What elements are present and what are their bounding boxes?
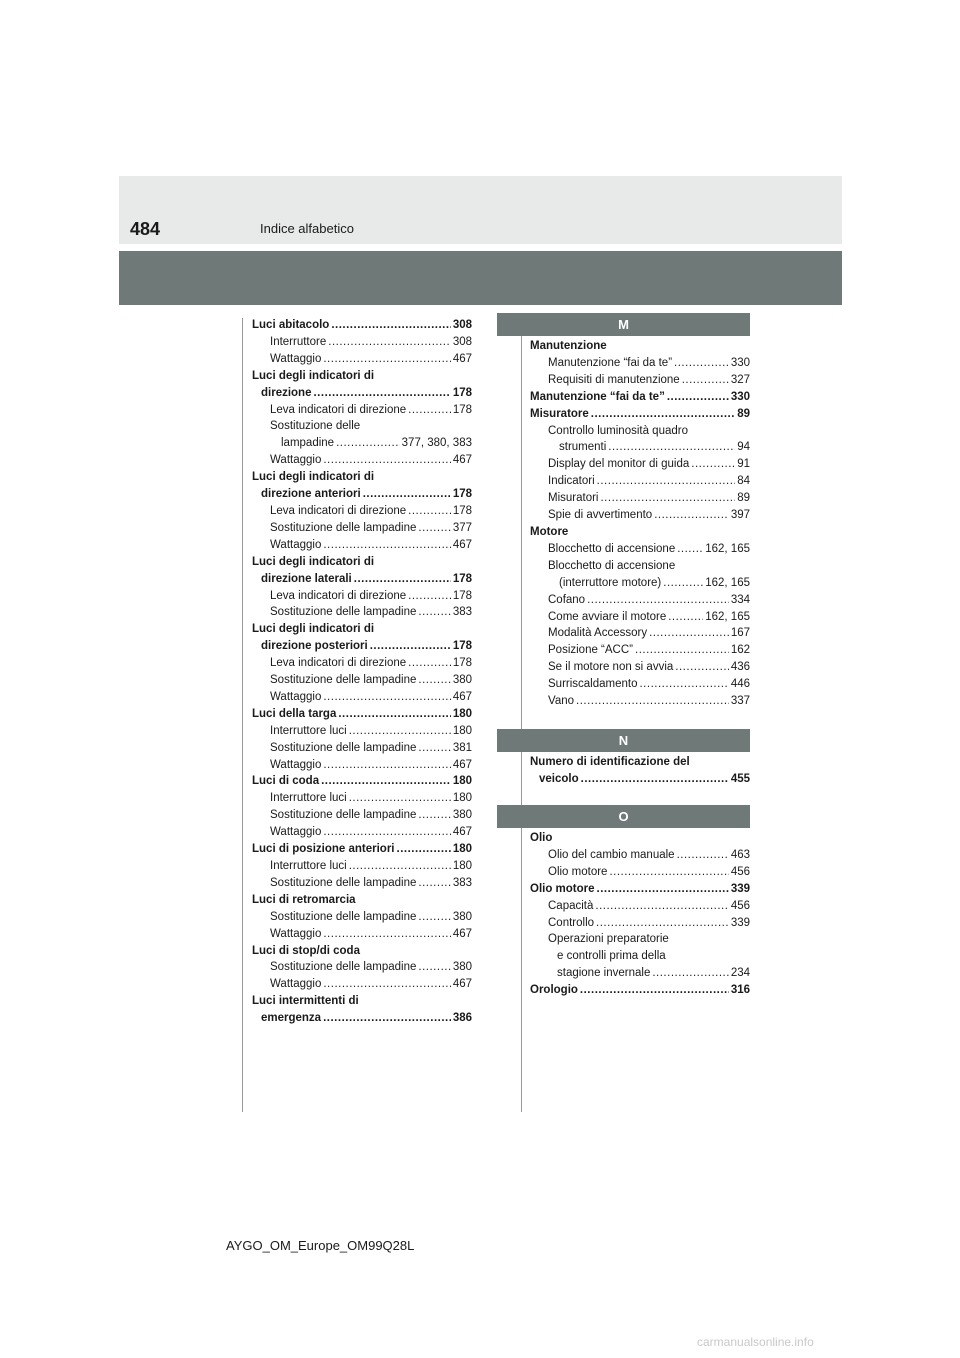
- index-entry-text: emergenza: [261, 1012, 322, 1025]
- index-entry: [252, 993, 472, 1010]
- index-entry-text: Wattaggio: [270, 454, 322, 467]
- index-entry-text: Cofano: [548, 593, 586, 606]
- index-entry-page: 330: [730, 356, 750, 369]
- index-entry-page: 377, 380, 383: [401, 437, 472, 450]
- index-entry-page: 467: [452, 454, 472, 467]
- index-entry-text: Spie di avvertimento: [548, 509, 653, 522]
- letter-heading-n: N: [497, 729, 750, 752]
- index-entry-page: 467: [452, 690, 472, 703]
- index-entry-text: Posizione “ACC”: [548, 644, 633, 657]
- index-entry: [252, 385, 472, 402]
- index-entry: [252, 317, 472, 334]
- index-entry-page: 178: [452, 488, 472, 501]
- index-entry-text: Se il motore non si avvia: [548, 661, 674, 674]
- index-entry: [530, 898, 750, 915]
- index-entry: [252, 959, 472, 976]
- index-entry-page: 383: [452, 606, 472, 619]
- index-entry: [252, 773, 472, 790]
- dot-leader: [677, 847, 729, 864]
- index-entry-page: 467: [452, 927, 472, 940]
- index-entry-page: 162, 165: [705, 576, 750, 589]
- section-title: Indice alfabetico: [260, 221, 354, 236]
- index-entry: [530, 642, 750, 659]
- index-entry-text: Sostituzione delle lampadine: [270, 809, 417, 822]
- dot-leader: [336, 435, 400, 452]
- dot-leader: [418, 875, 450, 892]
- index-entry-page: 327: [730, 373, 750, 386]
- index-entry-page: 178: [452, 657, 472, 670]
- index-entry: [252, 435, 472, 452]
- index-entry-text: Luci degli indicatori di: [252, 555, 375, 568]
- index-entry: [252, 824, 472, 841]
- index-entry-text: Sostituzione delle lampadine: [270, 606, 417, 619]
- index-entry: [252, 689, 472, 706]
- dot-leader: [581, 771, 729, 788]
- index-entry: [252, 706, 472, 723]
- index-entry-text: direzione: [261, 386, 312, 399]
- header-dark-band: [119, 251, 842, 305]
- dot-leader: [418, 672, 450, 689]
- dot-leader: [597, 473, 736, 490]
- index-entry-text: Wattaggio: [270, 690, 322, 703]
- index-entry: [530, 931, 750, 948]
- dot-leader: [600, 490, 735, 507]
- index-entry-text: Wattaggio: [270, 352, 322, 365]
- index-entry-text: stagione invernale: [557, 967, 651, 980]
- index-section-o: [530, 830, 750, 999]
- dot-leader: [674, 355, 729, 372]
- index-entry: [252, 588, 472, 605]
- dot-leader: [418, 909, 450, 926]
- index-entry-text: Olio motore: [548, 865, 608, 878]
- index-entry: [530, 524, 750, 541]
- index-entry-text: Interruttore luci: [270, 792, 347, 805]
- index-entry-page: 178: [452, 572, 472, 585]
- dot-leader: [323, 926, 450, 943]
- index-entry-text: Interruttore luci: [270, 860, 347, 872]
- index-entry: [252, 402, 472, 419]
- index-entry-text: Sostituzione delle lampadine: [270, 521, 417, 534]
- dot-leader: [349, 858, 451, 875]
- dot-leader: [418, 740, 450, 757]
- index-entry-text: Olio: [530, 832, 553, 844]
- index-entry: [530, 881, 750, 898]
- index-entry-text: Luci degli indicatori di: [252, 369, 375, 382]
- dot-leader: [331, 317, 450, 334]
- index-entry: [252, 943, 472, 960]
- dot-leader: [338, 706, 450, 723]
- index-entry-text: direzione anteriori: [261, 488, 361, 501]
- dot-leader: [323, 537, 450, 554]
- dot-leader: [667, 389, 729, 406]
- header-band: [119, 176, 842, 244]
- index-entry-text: Luci della targa: [252, 707, 337, 720]
- index-entry-page: 463: [730, 848, 750, 861]
- index-entry: [530, 965, 750, 982]
- watermark: carmanualsonline.info: [697, 1335, 814, 1349]
- index-entry-text: Display del monitor di guida: [548, 458, 690, 471]
- index-entry: [530, 625, 750, 642]
- page-number: 484: [130, 219, 161, 239]
- index-entry: [252, 757, 472, 774]
- dot-leader: [323, 1010, 451, 1027]
- index-entry-text: Luci intermittenti di: [252, 995, 359, 1008]
- index-entry-text: Misuratori: [548, 492, 599, 505]
- dot-leader: [609, 864, 728, 881]
- dot-leader: [349, 790, 451, 807]
- dot-leader: [691, 456, 735, 473]
- index-entry-text: Leva indicatori di direzione: [270, 589, 407, 602]
- index-entry-page: 467: [452, 826, 472, 839]
- index-entry-text: Manutenzione “fai da te”: [548, 356, 673, 369]
- index-entry-page: 89: [737, 407, 750, 420]
- index-entry-text: Leva indicatori di direzione: [270, 403, 407, 416]
- index-entry-text: veicolo: [539, 772, 579, 785]
- index-entry: [530, 490, 750, 507]
- dot-leader: [363, 486, 451, 503]
- index-entry: [252, 486, 472, 503]
- dot-leader: [397, 841, 451, 858]
- index-entry-page: 84: [737, 475, 750, 488]
- index-entry: [252, 571, 472, 588]
- index-entry: [530, 847, 750, 864]
- index-entry-text: Luci di posizione anteriori: [252, 843, 395, 856]
- index-entry-page: 162, 165: [705, 610, 750, 623]
- dot-leader: [682, 372, 729, 389]
- index-entry-text: Blocchetto di accensione: [548, 542, 676, 555]
- index-entry-text: Wattaggio: [270, 538, 322, 551]
- dot-leader: [349, 723, 451, 740]
- dot-leader: [635, 642, 729, 659]
- index-entry-text: Leva indicatori di direzione: [270, 657, 407, 670]
- index-entry-text: Manutenzione “fai da te”: [530, 390, 665, 403]
- index-entry: [252, 740, 472, 757]
- index-entry: [252, 672, 472, 689]
- dot-leader: [323, 976, 450, 993]
- dot-leader: [321, 773, 451, 790]
- document-code: AYGO_OM_Europe_OM99Q28L: [226, 1238, 415, 1253]
- index-entry: [252, 790, 472, 807]
- index-entry-page: 330: [730, 390, 750, 403]
- index-entry-page: 337: [730, 695, 750, 708]
- dot-leader: [654, 507, 729, 524]
- index-entry-page: 178: [452, 589, 472, 602]
- index-entry-text: Operazioni preparatorie: [548, 933, 669, 946]
- index-entry-page: 180: [452, 775, 472, 788]
- index-entry-page: 380: [452, 809, 472, 822]
- dot-leader: [323, 824, 450, 841]
- index-entry-text: Wattaggio: [270, 758, 322, 771]
- index-entry: [530, 355, 750, 372]
- index-entry-page: 467: [452, 758, 472, 771]
- dot-leader: [595, 898, 728, 915]
- index-entry-page: 334: [730, 593, 750, 606]
- column-divider-right: [521, 318, 522, 1112]
- index-entry-page: 380: [452, 910, 472, 923]
- index-entry-text: strumenti: [559, 441, 607, 454]
- index-entry: [252, 368, 472, 385]
- dot-leader: [608, 439, 735, 456]
- index-entry-page: 180: [452, 860, 472, 872]
- index-entry-text: Luci abitacolo: [252, 319, 330, 331]
- index-entry: [252, 554, 472, 571]
- dot-leader: [418, 604, 450, 621]
- index-entry-text: Indicatori: [548, 475, 595, 488]
- index-entry-page: 467: [452, 352, 472, 365]
- index-entry-text: Leva indicatori di direzione: [270, 504, 407, 517]
- index-entry: [530, 676, 750, 693]
- index-entry: [530, 659, 750, 676]
- index-entry-page: 180: [452, 724, 472, 737]
- index-entry: [252, 858, 472, 875]
- index-entry: [530, 771, 750, 788]
- index-entry-page: 178: [452, 640, 472, 653]
- index-entry-page: 180: [452, 792, 472, 805]
- index-entry: [252, 638, 472, 655]
- index-entry-text: Vano: [548, 695, 575, 708]
- letter-heading-o: O: [497, 805, 750, 828]
- dot-leader: [652, 965, 728, 982]
- index-entry: [252, 926, 472, 943]
- index-entry: [530, 864, 750, 881]
- dot-leader: [663, 575, 703, 592]
- index-entry: [252, 520, 472, 537]
- index-entry-page: 467: [452, 538, 472, 551]
- letter-heading-m: M: [497, 313, 750, 336]
- index-entry-page: 234: [730, 967, 750, 980]
- dot-leader: [313, 385, 450, 402]
- index-entry: [530, 609, 750, 626]
- dot-leader: [677, 541, 703, 558]
- dot-leader: [323, 689, 450, 706]
- index-section-m: [530, 338, 750, 710]
- index-entry: [252, 807, 472, 824]
- index-entry-text: Blocchetto di accensione: [548, 559, 676, 572]
- dot-leader: [418, 807, 450, 824]
- index-entry: [530, 693, 750, 710]
- index-entry: [530, 372, 750, 389]
- index-entry-text: Luci di retromarcia: [252, 893, 356, 906]
- index-entry: [530, 982, 750, 999]
- index-entry: [252, 841, 472, 858]
- index-entry-text: Orologio: [530, 984, 578, 997]
- index-entry-page: 436: [730, 661, 750, 674]
- index-entry: [252, 976, 472, 993]
- dot-leader: [580, 982, 729, 999]
- index-entry: [252, 909, 472, 926]
- index-entry: [530, 592, 750, 609]
- index-entry-page: 455: [730, 772, 750, 785]
- index-entry: [530, 754, 750, 771]
- index-entry: [252, 469, 472, 486]
- dot-leader: [328, 334, 451, 351]
- index-entry: [252, 351, 472, 368]
- index-entry-text: Numero di identificazione del: [530, 756, 690, 768]
- index-entry-page: 178: [452, 403, 472, 416]
- dot-leader: [408, 503, 451, 520]
- index-entry-text: Modalità Accessory: [548, 627, 648, 640]
- index-entry-text: Wattaggio: [270, 978, 322, 991]
- index-entry: [530, 406, 750, 423]
- index-entry-text: lampadine: [281, 437, 335, 450]
- index-entry: [530, 830, 750, 847]
- index-entry-text: Luci degli indicatori di: [252, 623, 375, 636]
- index-entry-page: 380: [452, 961, 472, 974]
- index-entry: [530, 541, 750, 558]
- index-entry-text: Misuratore: [530, 407, 589, 420]
- index-entry: [252, 334, 472, 351]
- index-entry-page: 162: [730, 644, 750, 657]
- index-entry-page: 377: [452, 521, 472, 534]
- index-entry: [252, 892, 472, 909]
- index-entry-page: 162, 165: [705, 542, 750, 555]
- index-entry-text: direzione laterali: [261, 572, 352, 585]
- index-entry-text: Olio motore: [530, 882, 595, 895]
- dot-leader: [408, 402, 451, 419]
- index-entry-page: 94: [737, 441, 750, 454]
- index-entry-text: Motore: [530, 525, 569, 538]
- index-entry: [252, 452, 472, 469]
- dot-leader: [668, 609, 703, 626]
- index-entry: [252, 1010, 472, 1027]
- index-entry-text: Luci di stop/di coda: [252, 944, 360, 957]
- index-section-n: [530, 754, 750, 788]
- dot-leader: [576, 693, 729, 710]
- index-entry: [530, 473, 750, 490]
- index-entry-text: Luci degli indicatori di: [252, 471, 375, 484]
- index-entry-text: Controllo luminosità quadro: [548, 424, 688, 437]
- index-entry-page: 386: [452, 1012, 472, 1025]
- index-entry: [252, 875, 472, 892]
- index-entry: [252, 723, 472, 740]
- index-entry: [252, 503, 472, 520]
- index-entry-page: 178: [452, 504, 472, 517]
- index-entry-text: Capacità: [548, 899, 594, 912]
- index-entry-page: 446: [730, 678, 750, 691]
- index-entry: [530, 338, 750, 355]
- index-entry: [530, 389, 750, 406]
- index-entry-text: Sostituzione delle lampadine: [270, 876, 417, 889]
- index-entry: [530, 948, 750, 965]
- dot-leader: [408, 588, 451, 605]
- index-entry-page: 316: [730, 984, 750, 997]
- index-entry-text: Sostituzione delle lampadine: [270, 741, 417, 754]
- dot-leader: [408, 655, 451, 672]
- index-entry: [530, 915, 750, 932]
- dot-leader: [323, 351, 450, 368]
- dot-leader: [323, 757, 450, 774]
- index-entry-page: 397: [730, 509, 750, 522]
- index-entry-text: Sostituzione delle lampadine: [270, 674, 417, 687]
- index-entry: [252, 418, 472, 435]
- index-entry-text: Sostituzione delle: [270, 420, 361, 433]
- index-entry: [530, 423, 750, 440]
- dot-leader: [639, 676, 728, 693]
- index-entry-page: 308: [452, 335, 472, 348]
- index-entry-page: 91: [737, 458, 750, 471]
- index-entry: [530, 575, 750, 592]
- index-entry-text: Wattaggio: [270, 927, 322, 940]
- index-entry-text: Interruttore luci: [270, 724, 347, 737]
- index-entry: [530, 456, 750, 473]
- dot-leader: [418, 520, 450, 537]
- dot-leader: [597, 881, 729, 898]
- index-entry: [252, 621, 472, 638]
- index-entry: [252, 537, 472, 554]
- index-entry-page: 339: [730, 882, 750, 895]
- index-entry-page: 380: [452, 674, 472, 687]
- index-entry-page: 383: [452, 876, 472, 889]
- index-entry-text: (interruttore motore): [559, 576, 662, 589]
- index-entry-page: 180: [452, 707, 472, 720]
- index-entry-page: 308: [452, 319, 472, 331]
- dot-leader: [591, 406, 735, 423]
- index-entry-page: 89: [737, 492, 750, 505]
- index-entry-text: Surriscaldamento: [548, 678, 638, 691]
- index-entry-text: Interruttore: [270, 335, 327, 348]
- index-entry-text: e controlli prima della: [557, 950, 666, 963]
- index-entry: [252, 655, 472, 672]
- index-entry: [530, 558, 750, 575]
- index-entry-page: 467: [452, 978, 472, 991]
- dot-leader: [587, 592, 729, 609]
- index-entry-text: Manutenzione: [530, 340, 607, 352]
- dot-leader: [675, 659, 729, 676]
- index-entry-page: 180: [452, 843, 472, 856]
- index-entry-page: 167: [730, 627, 750, 640]
- dot-leader: [418, 959, 450, 976]
- dot-leader: [649, 625, 729, 642]
- dot-leader: [370, 638, 451, 655]
- dot-leader: [354, 571, 451, 588]
- index-entry-text: direzione posteriori: [261, 640, 368, 653]
- index-entry-text: Requisiti di manutenzione: [548, 373, 680, 386]
- index-entry-page: 178: [452, 386, 472, 399]
- index-entry-text: Olio del cambio manuale: [548, 848, 675, 861]
- index-entry-text: Wattaggio: [270, 826, 322, 839]
- dot-leader: [596, 915, 729, 932]
- index-entry-text: Sostituzione delle lampadine: [270, 910, 417, 923]
- dot-leader: [323, 452, 450, 469]
- index-entry: [530, 507, 750, 524]
- index-entry: [252, 604, 472, 621]
- index-entry-text: Controllo: [548, 916, 595, 929]
- index-entry-text: Sostituzione delle lampadine: [270, 961, 417, 974]
- index-entry-text: Luci di coda: [252, 775, 320, 788]
- index-entry-page: 339: [730, 916, 750, 929]
- index-entry-page: 456: [730, 899, 750, 912]
- index-entry-page: 456: [730, 865, 750, 878]
- index-entry: [530, 439, 750, 456]
- column-divider-left: [242, 318, 243, 1112]
- index-entry-text: Come avviare il motore: [548, 610, 667, 623]
- index-entry-page: 381: [452, 741, 472, 754]
- index-column-left: [252, 317, 472, 1027]
